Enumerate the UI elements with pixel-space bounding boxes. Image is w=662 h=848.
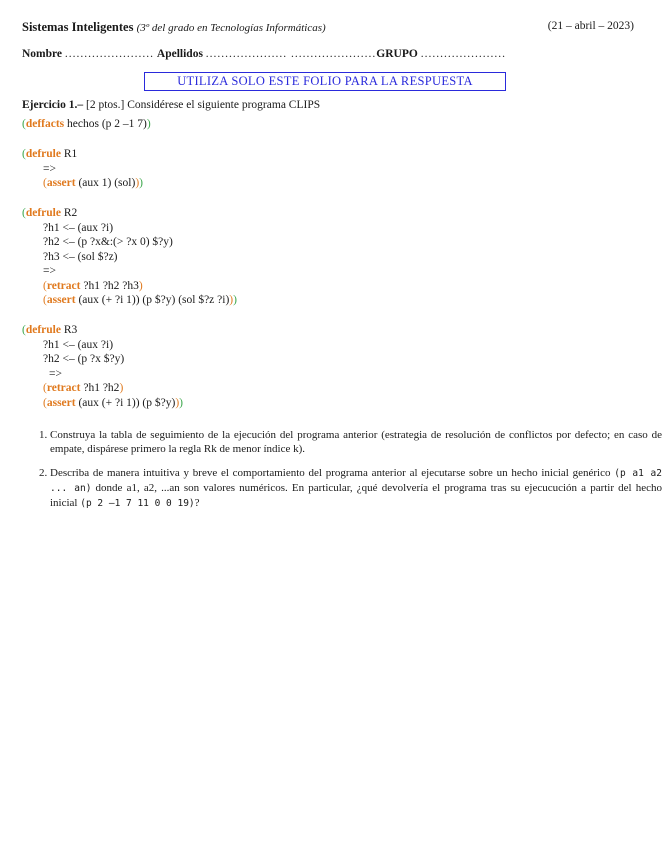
code-r3-assert: (assert (aux (+ ?i 1)) (p $?y))) (43, 397, 184, 409)
code-r2-retract: (retract ?h1 ?h2 ?h3) (43, 280, 143, 292)
q2-text-a: Describa de manera intuitiva y breve el comportamiento del programa anterior al ejecutarse sobre un hecho inicial genérico (50, 467, 615, 479)
code-r2-line2: ?h2 <– (p ?x&:(> ?x 0) $?y) (43, 236, 173, 248)
code-deffacts: (deffacts hechos (p 2 –1 7)) (22, 118, 151, 130)
keyword-assert: assert (46, 294, 76, 306)
question-1: 1. Construya la tabla de seguimiento de la ejecución del programa anterior (estrategia de resolución de conflictos por defecto; en caso de empate, dispárese primero la regla Rk de menor índice k). (50, 428, 662, 456)
question-2 (50, 466, 662, 511)
code-r2-line3: ?h3 <– (sol $?z) (43, 251, 118, 263)
exercise-intro: Considérese el siguiente programa CLIPS (127, 99, 321, 111)
code-r3-line2: ?h2 <– (p ?x $?y) (43, 353, 125, 365)
code-r1-arrow: => (43, 163, 56, 175)
r1-assert-body: (aux 1) (sol) (75, 177, 136, 189)
exercise-title: Ejercicio 1.– (22, 99, 84, 111)
keyword-defrule: defrule (25, 207, 61, 219)
keyword-retract: retract (46, 382, 81, 394)
group-field[interactable]: ...................... (420, 48, 506, 60)
surname-field[interactable]: ..................... ...................... (205, 48, 377, 60)
q2-text-c: ? (194, 497, 200, 509)
code-r3-retract: (retract ?h1 ?h2) (43, 382, 124, 394)
exam-date: (21 – abril – 2023) (547, 20, 634, 32)
surname-label: Apellidos (156, 48, 203, 60)
code-r2-arrow: => (43, 265, 56, 277)
code-r2-head: (defrule R2 (22, 207, 78, 219)
q2-text-b: donde a1, a2, ...an son valores numéricos. En particular, ¿qué devolvería el programa tras su ejecucución a partir del hecho inicial (50, 482, 662, 509)
rule-name-r3: R3 (60, 324, 78, 336)
q2-code-initial: (p 2 –1 7 11 0 0 19) (80, 498, 195, 509)
r2-retract-body: ?h1 ?h2 ?h3 (80, 280, 139, 292)
rule-name-r1: R1 (60, 148, 78, 160)
r2-assert-body: (aux (+ ?i 1)) (p $?y) (sol $?z ?i) (75, 294, 230, 306)
code-r3-head: (defrule R3 (22, 324, 78, 336)
keyword-defrule: defrule (25, 324, 61, 336)
group-label: GRUPO (376, 48, 418, 60)
course-name: Sistemas Inteligentes (22, 20, 134, 34)
name-bar (22, 48, 634, 60)
keyword-assert: assert (46, 397, 76, 409)
answer-banner: UTILIZA SOLO ESTE FOLIO PARA LA RESPUESTA (144, 72, 506, 91)
code-r1-head: (defrule R1 (22, 148, 78, 160)
code-r3-line1: ?h1 <– (aux ?i) (43, 339, 114, 351)
rule-name-r2: R2 (60, 207, 78, 219)
code-r1-assert: (assert (aux 1) (sol))) (43, 177, 143, 189)
question-list (22, 428, 662, 521)
keyword-assert: assert (46, 177, 76, 189)
r3-retract-body: ?h1 ?h2 (80, 382, 120, 394)
r3-assert-body: (aux (+ ?i 1)) (p $?y) (75, 397, 176, 409)
course-subtitle: (3º del grado en Tecnologías Informáticas) (136, 22, 326, 34)
code-r2-line1: ?h1 <– (aux ?i) (43, 222, 114, 234)
name-label: Nombre (22, 48, 63, 60)
code-r3-arrow: => (49, 368, 62, 380)
exercise-points: [2 ptos.] (85, 99, 125, 111)
keyword-defrule: defrule (25, 148, 61, 160)
keyword-retract: retract (46, 280, 81, 292)
exercise-heading (22, 99, 320, 111)
name-field[interactable]: ....................... (64, 48, 155, 60)
deffacts-body: hechos (p 2 –1 7) (64, 118, 147, 130)
q2-code-generic: (p a1 a2 ... an) (50, 468, 662, 494)
header-title (22, 20, 326, 35)
code-r2-assert: (assert (aux (+ ?i 1)) (p $?y) (sol $?z ?i))) (43, 294, 237, 306)
keyword-deffacts: deffacts (25, 118, 65, 130)
